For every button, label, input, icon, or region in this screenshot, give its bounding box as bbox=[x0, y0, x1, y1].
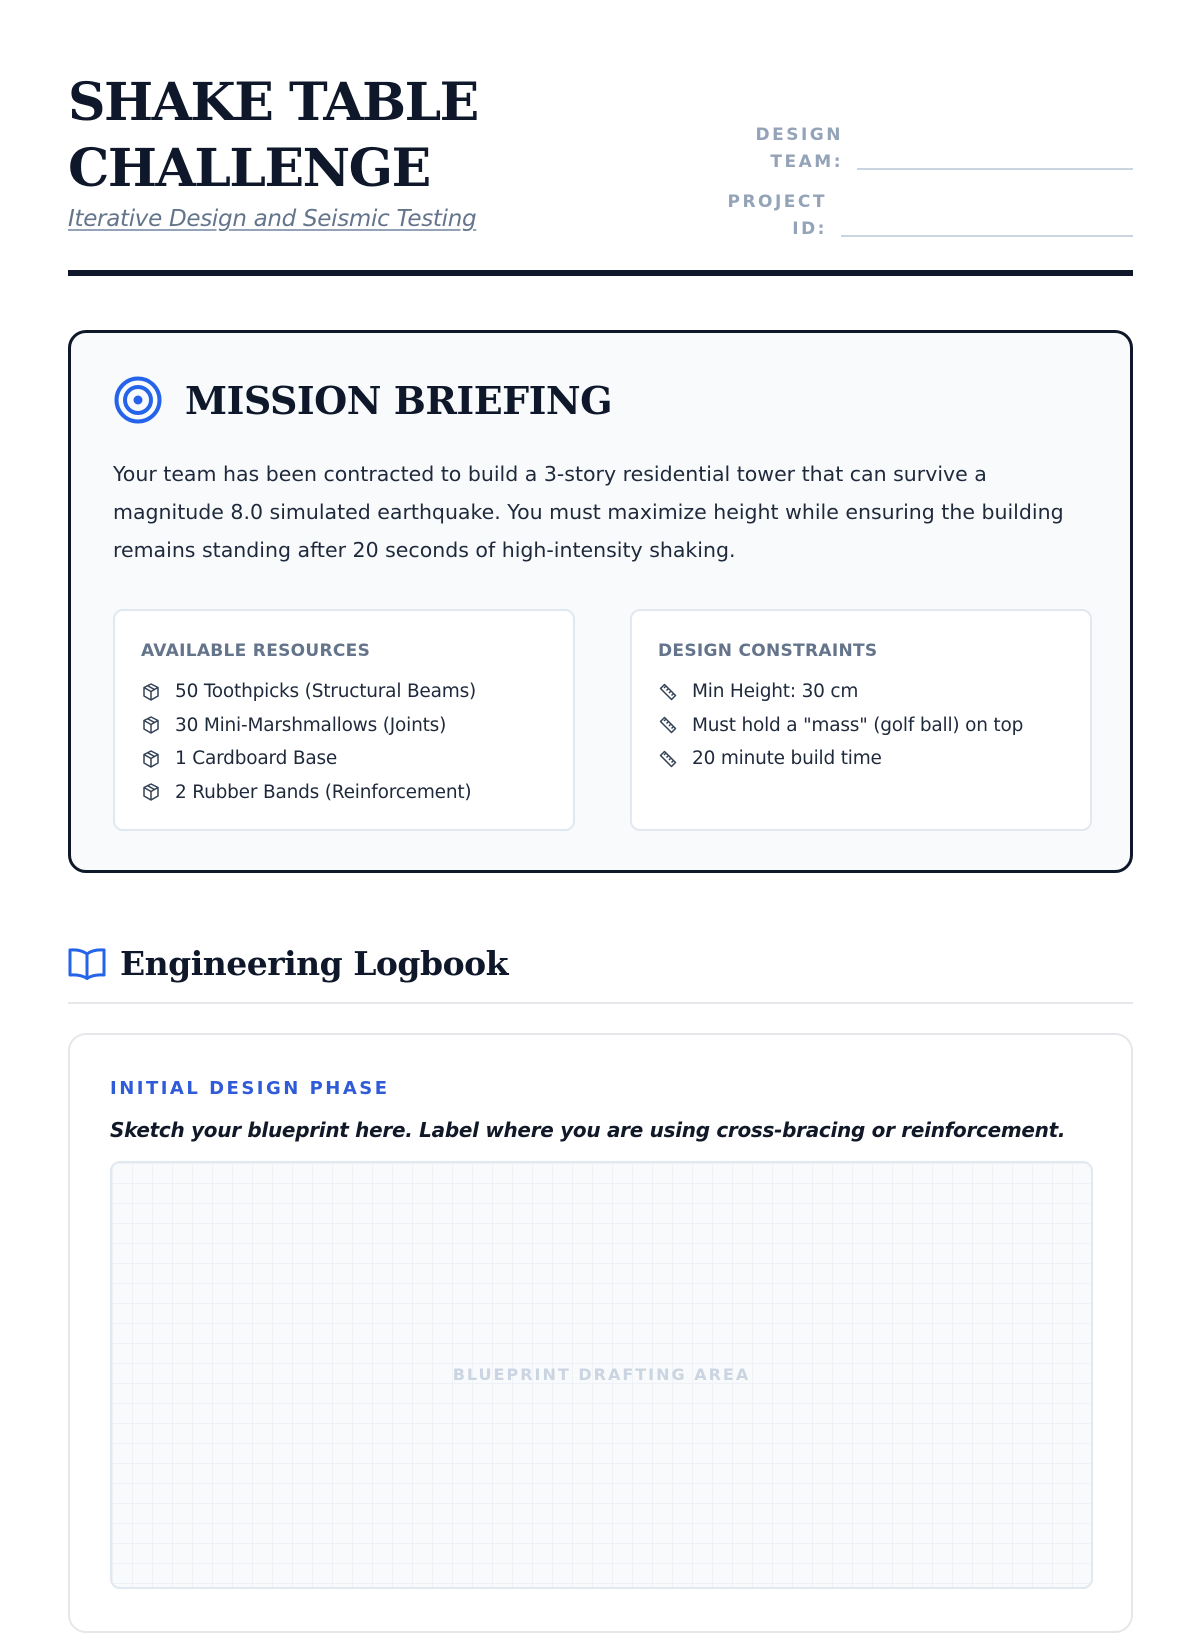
constraints-list bbox=[658, 675, 1064, 776]
cube-icon bbox=[141, 749, 161, 769]
constraints-card bbox=[630, 609, 1092, 831]
constraint-item-label: Must hold a "mass" (golf ball) on top bbox=[692, 714, 1024, 736]
worksheet-page bbox=[68, 0, 1133, 1600]
title-line-2: CHALLENGE bbox=[68, 138, 430, 199]
resource-item bbox=[141, 776, 547, 810]
phase-instruction: Sketch your blueprint here. Label where you are using cross-bracing or reinforcement. bbox=[110, 1118, 1066, 1142]
design-team-label-line-1: DESIGN bbox=[755, 125, 843, 145]
design-team-input-line[interactable] bbox=[857, 168, 1133, 170]
page-title bbox=[68, 70, 478, 202]
target-icon bbox=[113, 375, 163, 425]
constraint-item bbox=[658, 709, 1064, 743]
project-id-input-line[interactable] bbox=[841, 235, 1133, 237]
page-subtitle: Iterative Design and Seismic Testing bbox=[68, 206, 477, 232]
resource-item-label: 2 Rubber Bands (Reinforcement) bbox=[175, 781, 472, 803]
constraint-item bbox=[658, 675, 1064, 709]
resource-item-label: 50 Toothpicks (Structural Beams) bbox=[175, 681, 477, 703]
phase-title: INITIAL DESIGN PHASE bbox=[110, 1078, 390, 1099]
ruler-icon bbox=[658, 749, 678, 769]
book-open-icon bbox=[68, 946, 106, 982]
resource-item-label: 1 Cardboard Base bbox=[175, 748, 338, 770]
mission-description: Your team has been contracted to build a 3-story residential tower that can survive a magnitude 8.0 simulated earthquake. You must maximize height while ensuring the building remains standing after 20 seconds of high-intensity shaking. bbox=[113, 462, 1064, 562]
project-id-label-line-1: PROJECT bbox=[727, 192, 827, 212]
blueprint-area-label: BLUEPRINT DRAFTING AREA bbox=[452, 1365, 751, 1384]
ruler-icon bbox=[658, 715, 678, 735]
cube-icon bbox=[141, 715, 161, 735]
design-team-field bbox=[723, 122, 1133, 176]
resources-list bbox=[141, 675, 547, 809]
logbook-title: Engineering Logbook bbox=[120, 944, 508, 983]
constraints-heading: DESIGN CONSTRAINTS bbox=[658, 641, 878, 661]
mission-title: MISSION BRIEFING bbox=[185, 377, 613, 423]
logbook-divider bbox=[68, 1002, 1133, 1004]
constraint-item-label: 20 minute build time bbox=[692, 748, 882, 770]
title-line-1: SHAKE TABLE bbox=[68, 72, 478, 133]
blueprint-drafting-area[interactable] bbox=[110, 1161, 1093, 1589]
resource-item bbox=[141, 709, 547, 743]
design-team-label bbox=[723, 122, 843, 176]
cube-icon bbox=[141, 782, 161, 802]
resource-item bbox=[141, 742, 547, 776]
cube-icon bbox=[141, 682, 161, 702]
constraint-item bbox=[658, 742, 1064, 776]
project-id-label bbox=[707, 189, 827, 243]
project-id-label-line-2: ID: bbox=[792, 219, 827, 239]
resources-heading: AVAILABLE RESOURCES bbox=[141, 641, 371, 661]
design-team-label-line-2: TEAM: bbox=[770, 152, 843, 172]
header-divider bbox=[68, 270, 1133, 276]
logbook-header bbox=[68, 944, 508, 983]
ruler-icon bbox=[658, 682, 678, 702]
resource-item bbox=[141, 675, 547, 709]
resource-item-label: 30 Mini-Marshmallows (Joints) bbox=[175, 714, 447, 736]
mission-header bbox=[113, 375, 612, 425]
resources-card bbox=[113, 609, 575, 831]
mission-briefing-panel bbox=[68, 330, 1133, 873]
initial-design-phase-card bbox=[68, 1033, 1133, 1633]
constraint-item-label: Min Height: 30 cm bbox=[692, 681, 859, 703]
project-id-field bbox=[707, 189, 1133, 243]
